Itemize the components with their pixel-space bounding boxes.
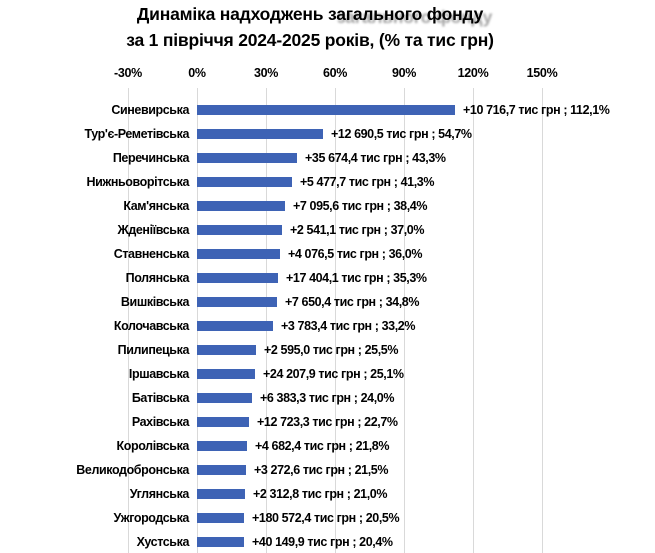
bar-value-label: +24 207,9 тис грн ; 25,1% (263, 367, 404, 381)
category-label: Королівська (116, 439, 189, 453)
bar-value-label: +4 682,4 тис грн ; 21,8% (255, 439, 390, 453)
category-label: Ужгородська (113, 511, 189, 525)
category-label: Углянська (129, 487, 189, 501)
x-axis-tick-label: 30% (253, 66, 279, 80)
bar-value-label: +40 149,9 тис грн ; 20,4% (252, 535, 393, 549)
bar-value-label: +2 312,8 тис грн ; 21,0% (253, 487, 388, 501)
bar-value-label: +7 650,4 тис грн ; 34,8% (285, 295, 420, 309)
x-axis-tick-label: -30% (114, 66, 142, 80)
bar (197, 129, 323, 139)
bar (197, 153, 297, 163)
bar-value-label: +5 477,7 тис грн ; 41,3% (300, 175, 435, 189)
bar (197, 345, 256, 355)
gridline (473, 88, 474, 553)
category-label: Вишківська (120, 295, 189, 309)
bar-value-label: +17 404,1 тис грн ; 35,3% (286, 271, 427, 285)
bar-value-label: +2 541,1 тис грн ; 37,0% (290, 223, 425, 237)
bar (197, 489, 245, 499)
bar-value-label: +6 383,3 тис грн ; 24,0% (260, 391, 395, 405)
x-axis-tick-label: 150% (526, 66, 558, 80)
category-label: Тур'є-Реметівська (84, 127, 189, 141)
chart-title-line1-text: Динаміка надходжень (136, 4, 328, 24)
category-label: Нижньоворітська (86, 175, 189, 189)
category-label: Кам'янська (123, 199, 189, 213)
bar (197, 201, 285, 211)
bar (197, 249, 280, 259)
bar (197, 273, 278, 283)
bar (197, 417, 249, 427)
bar (197, 393, 252, 403)
bar-value-label: +10 716,7 тис грн ; 112,1% (463, 103, 610, 117)
chart-title (8, 1, 612, 53)
bar (197, 105, 455, 115)
bar (197, 465, 246, 475)
bar (197, 177, 292, 187)
bar-value-label: +2 595,0 тис грн ; 25,5% (264, 343, 399, 357)
category-label: Батівська (131, 391, 189, 405)
bar (197, 321, 273, 331)
bar (197, 297, 277, 307)
bar (197, 537, 244, 547)
x-axis-tick-label: 60% (322, 66, 348, 80)
category-label: Іршавська (128, 367, 189, 381)
bar (197, 225, 282, 235)
category-label: Пилипецька (117, 343, 189, 357)
bar-value-label: +12 690,5 тис грн ; 54,7% (331, 127, 472, 141)
category-label: Перечинська (112, 151, 189, 165)
category-label: Великодобронська (76, 463, 189, 477)
bar (197, 369, 255, 379)
x-axis-tick-label: 90% (391, 66, 417, 80)
chart-title-line2: за 1 півріччя 2024-2025 років, (% та тис грн) (126, 30, 494, 50)
bar (197, 441, 247, 451)
bar (197, 513, 244, 523)
category-label: Жденіївська (117, 223, 189, 237)
bar-value-label: +3 783,4 тис грн ; 33,2% (281, 319, 416, 333)
category-label: Ставненська (113, 247, 189, 261)
bar-value-label: +180 572,4 тис грн ; 20,5% (252, 511, 400, 525)
chart-title-line1 (8, 1, 612, 27)
bar-value-label: +7 095,6 тис грн ; 38,4% (293, 199, 428, 213)
category-label: Рахівська (131, 415, 189, 429)
category-label: Синевирська (111, 103, 189, 117)
gridline (542, 88, 543, 553)
bar-value-label: +12 723,3 тис грн ; 22,7% (257, 415, 398, 429)
x-axis-tick-label: 0% (188, 66, 206, 80)
bar-value-label: +3 272,6 тис грн ; 21,5% (254, 463, 389, 477)
bar-value-label: +35 674,4 тис грн ; 43,3% (305, 151, 446, 165)
category-label: Полянська (125, 271, 189, 285)
x-axis-tick-label: 120% (457, 66, 489, 80)
bar-value-label: +4 076,5 тис грн ; 36,0% (288, 247, 423, 261)
category-label: Колочавська (113, 319, 189, 333)
chart-title-watermark-text: загального фонду (327, 4, 484, 24)
category-label: Хустська (136, 535, 189, 549)
